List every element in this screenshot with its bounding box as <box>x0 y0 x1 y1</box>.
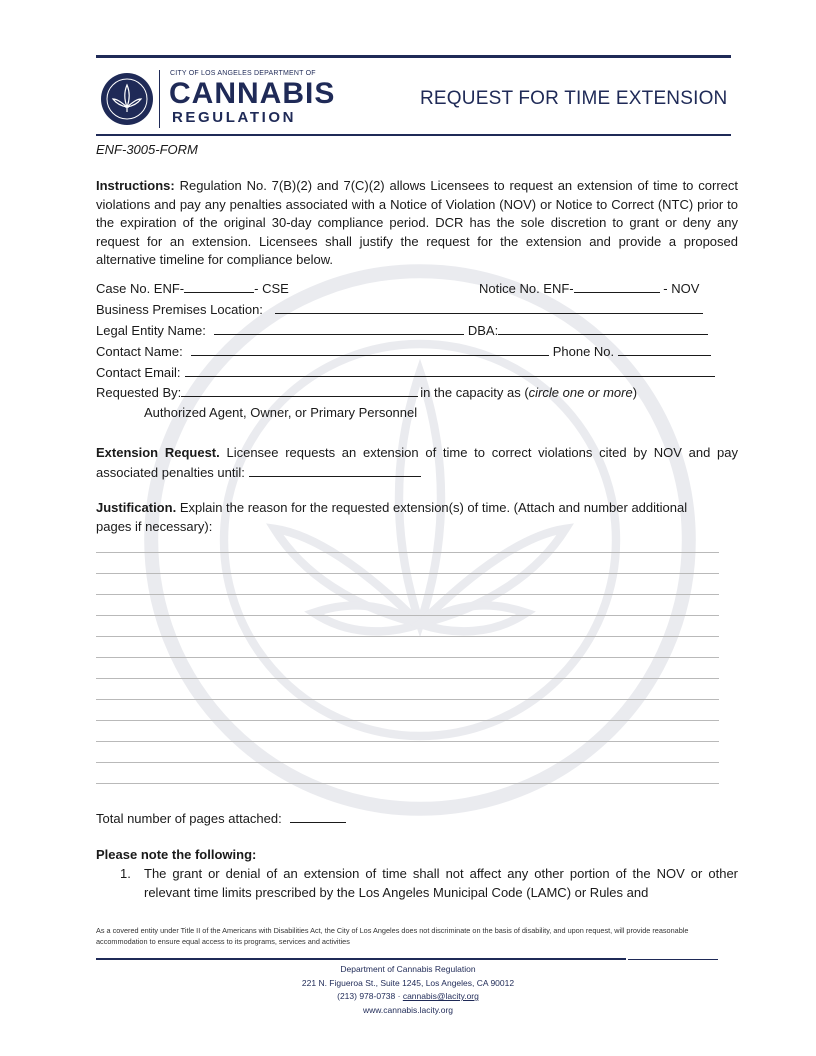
extension-request-paragraph <box>96 444 738 482</box>
pages-attached-row <box>96 809 346 827</box>
notice-no-row <box>479 279 699 297</box>
form-code: ENF-3005-FORM <box>96 142 198 157</box>
writing-line <box>96 552 719 553</box>
writing-line <box>96 636 719 637</box>
legal-entity-row <box>96 321 708 339</box>
pages-attached-label: Total number of pages attached: <box>96 811 282 826</box>
justification-label: Justification. <box>96 500 177 515</box>
dba-label: DBA: <box>467 323 499 338</box>
writing-line <box>96 678 719 679</box>
writing-line <box>96 783 719 784</box>
contact-email-label: Contact Email: <box>96 365 181 380</box>
header-bottom-rule <box>96 134 731 136</box>
writing-line <box>96 720 719 721</box>
footer-rule <box>96 958 626 960</box>
contact-name-label: Contact Name: <box>96 344 183 359</box>
notice-no-label: Notice No. ENF- <box>479 281 574 296</box>
writing-line <box>96 699 719 700</box>
contact-email-field[interactable] <box>185 363 715 377</box>
writing-line <box>96 657 719 658</box>
footer-website[interactable]: www.cannabis.lacity.org <box>362 1004 454 1015</box>
justification-paragraph <box>96 499 696 536</box>
footer-email-link[interactable]: cannabis@lacity.org <box>402 991 479 1001</box>
business-location-field[interactable] <box>275 300 703 314</box>
case-no-suffix: - CSE <box>254 281 289 296</box>
writing-line <box>96 762 719 763</box>
note-number: 1. <box>120 866 131 881</box>
extension-date-field[interactable] <box>249 463 421 477</box>
dba-field[interactable] <box>498 321 708 335</box>
extension-request-text: Licensee requests an extension of time to correct violations cited by NOV and pay associated penalties until: <box>96 445 738 480</box>
capacity-close: ) <box>632 385 638 400</box>
requested-by-field[interactable] <box>181 383 418 397</box>
requested-by-label: Requested By: <box>96 385 182 400</box>
case-no-field[interactable] <box>184 279 254 293</box>
logo-cannabis: CANNABIS <box>169 77 336 110</box>
logo-divider <box>159 70 160 128</box>
footer-address: 221 N. Figueroa St., Suite 1245, Los Angeles, CA 90012 <box>301 977 515 988</box>
note-text: The grant or denial of an extension of time shall not affect any other portion of the NOV or other relevant time limits prescribed by the Los Angeles Municipal Code (LAMC) or Rules and <box>144 866 738 900</box>
notice-no-suffix: - NOV <box>663 281 700 296</box>
footer-phone: (213) 978-0738 · <box>337 991 403 1001</box>
writing-line <box>96 741 719 742</box>
extension-request-label: Extension Request. <box>96 445 220 460</box>
footer-dept: Department of Cannabis Regulation <box>340 964 476 974</box>
capacity-text: in the capacity as ( <box>420 385 529 400</box>
contact-email-row <box>96 363 715 381</box>
logo-regulation: REGULATION <box>172 109 297 126</box>
pages-attached-field[interactable] <box>290 809 346 823</box>
legal-entity-field[interactable] <box>214 321 464 335</box>
writing-line <box>96 615 719 616</box>
writing-line <box>96 594 719 595</box>
header-top-rule <box>96 55 731 58</box>
cannabis-leaf-seal-icon <box>100 72 154 126</box>
ada-note: As a covered entity under Title II of the Americans with Disabilities Act, the City of Los Angeles does not discriminate on the basis of disability, and upon request, will provide reasonable accommodation to ensure equal access to its programs, services and activities <box>96 926 689 946</box>
requested-by-row <box>96 383 637 401</box>
case-no-row <box>96 279 289 297</box>
justification-area[interactable] <box>96 540 719 790</box>
capacity-options[interactable]: Authorized Agent, Owner, or Primary Personnel <box>144 405 418 420</box>
page-title: REQUEST FOR TIME EXTENSION <box>420 88 728 109</box>
writing-line <box>96 573 719 574</box>
business-location-row <box>96 300 703 318</box>
footer-rule-secondary <box>628 959 718 960</box>
notice-no-field[interactable] <box>574 279 660 293</box>
phone-field[interactable] <box>618 342 711 356</box>
notes-heading: Please note the following: <box>96 847 257 862</box>
instructions-paragraph <box>96 177 738 270</box>
legal-entity-label: Legal Entity Name: <box>96 323 206 338</box>
footer-address-block <box>200 963 616 1017</box>
instructions-label: Instructions: <box>96 178 175 193</box>
contact-name-row <box>96 342 711 360</box>
contact-name-field[interactable] <box>191 342 549 356</box>
phone-label: Phone No. <box>552 344 615 359</box>
instructions-text: Regulation No. 7(B)(2) and 7(C)(2) allows Licensees to request an extension of time to correct violations and pay any penalties associated with a Notice of Violation (NOV) or Notice to Correct (NTC) prior to the expiration of the original 30-day compliance period. DCR has the sole discretion to grant or deny any request for an extension. Licensees shall justify the request for the extension and provide a proposed alternative timeline for compliance below. <box>96 178 738 267</box>
capacity-italic: circle one or more <box>528 385 633 400</box>
business-location-label: Business Premises Location: <box>96 302 263 317</box>
justification-text: Explain the reason for the requested extension(s) of time. (Attach and number additional pages if necessary): <box>96 500 688 534</box>
logo-dept-line: CITY OF LOS ANGELES DEPARTMENT OF <box>170 70 316 77</box>
case-no-label: Case No. ENF- <box>96 281 185 296</box>
footer-contact <box>200 990 616 1004</box>
